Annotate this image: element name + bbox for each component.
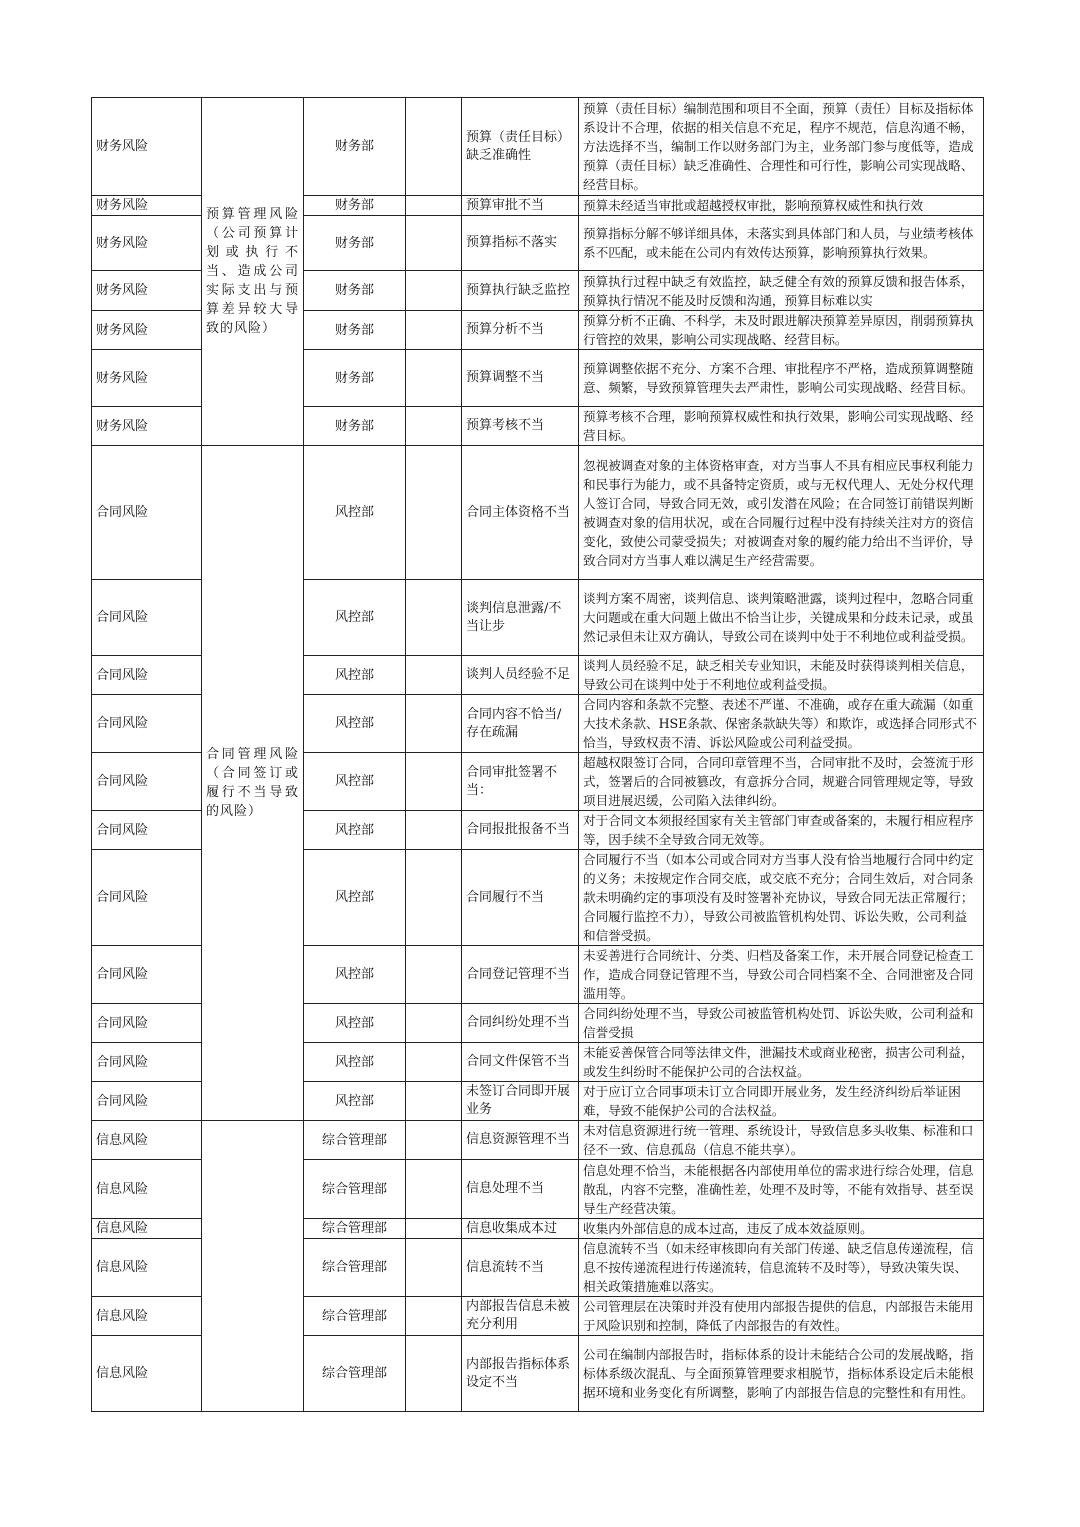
blank-cell: [406, 811, 462, 850]
risk-name-cell: 信息收集成本过: [462, 1219, 579, 1239]
risk-name-cell: 信息流转不当: [462, 1239, 579, 1297]
blank-cell: [406, 216, 462, 271]
risk-category-cell: 合同风险: [92, 753, 202, 811]
risk-name-cell: 合同履行不当: [462, 850, 579, 946]
risk-name-cell: 内部报告指标体系设定不当: [462, 1336, 579, 1412]
risk-name-cell: 合同报批报备不当: [462, 811, 579, 850]
blank-cell: [406, 311, 462, 350]
risk-name-cell: 预算考核不当: [462, 407, 579, 446]
risk-name-cell: 合同审批签署不当：: [462, 753, 579, 811]
risk-description-cell: 预算分析不正确、不科学，未及时跟进解决预算差异原因，削弱预算执行管控的效果，影响公司实现战略、经营目标。: [579, 311, 984, 350]
risk-description-cell: 谈判人员经验不足，缺乏相关专业知识，未能及时获得谈判相关信息，导致公司在谈判中处于不利地位或利益受损。: [579, 656, 984, 695]
risk-description-cell: 未能妥善保管合同等法律文件，泄漏技术或商业秘密，损害公司利益，或发生纠纷时不能保护公司的合法权益。: [579, 1043, 984, 1082]
risk-description-cell: 预算执行过程中缺乏有效监控，缺乏健全有效的预算反馈和报告体系，预算执行情况不能及时反馈和沟通，预算目标难以实: [579, 271, 984, 311]
risk-description-cell: 忽视被调查对象的主体资格审查，对方当事人不具有相应民事权利能力和民事行为能力，或不具备特定资质，或与无权代理人、无处分权代理人签订合同，导致合同无效，或引发潜在风险；在合同签订前错误判断被调查对象的信用状况，或在合同履行过程中没有持续关注对方的资信变化，致使公司蒙受损失；对被调查对象的履约能力给出不当评价，导致合同对方当事人难以满足生产经营需要。: [579, 446, 984, 580]
risk-name-cell: 预算（责任目标）缺乏准确性: [462, 98, 579, 196]
risk-description-cell: 谈判方案不周密，谈判信息、谈判策略泄露，谈判过程中，忽略合同重大问题或在重大问题上做出不恰当让步，关键成果和分歧未记录，或虽然记录但未让双方确认，导致公司在谈判中处于不利地位或利益受损。: [579, 580, 984, 656]
department-cell: 综合管理部: [304, 1297, 406, 1336]
blank-cell: [406, 1219, 462, 1239]
blank-cell: [406, 1239, 462, 1297]
risk-group-cell: 合同管理风险（合同签订或履行不当导致的风险）: [202, 446, 304, 1121]
department-cell: 财务部: [304, 196, 406, 216]
blank-cell: [406, 946, 462, 1004]
department-cell: 风控部: [304, 446, 406, 580]
blank-cell: [406, 446, 462, 580]
risk-category-cell: 合同风险: [92, 1043, 202, 1082]
blank-cell: [406, 850, 462, 946]
department-cell: 综合管理部: [304, 1160, 406, 1219]
risk-description-cell: 公司管理层在决策时并没有使用内部报告提供的信息，内部报告未能用于风险识别和控制，降低了内部报告的有效性。: [579, 1297, 984, 1336]
blank-cell: [406, 1121, 462, 1160]
department-cell: 风控部: [304, 850, 406, 946]
risk-category-cell: 信息风险: [92, 1160, 202, 1219]
risk-description-cell: 预算指标分解不够详细具体，未落实到具体部门和人员，与业绩考核体系不匹配，或未能在公司内有效传达预算，影响预算执行效果。: [579, 216, 984, 271]
risk-category-cell: 信息风险: [92, 1239, 202, 1297]
risk-category-cell: 信息风险: [92, 1297, 202, 1336]
blank-cell: [406, 98, 462, 196]
risk-name-cell: 内部报告信息未被充分利用: [462, 1297, 579, 1336]
risk-name-cell: 预算执行缺乏监控: [462, 271, 579, 311]
risk-table: [91, 97, 984, 1412]
risk-category-cell: 财务风险: [92, 216, 202, 271]
blank-cell: [406, 196, 462, 216]
department-cell: 财务部: [304, 271, 406, 311]
risk-category-cell: 合同风险: [92, 656, 202, 695]
department-cell: 风控部: [304, 1004, 406, 1043]
department-cell: 财务部: [304, 98, 406, 196]
department-cell: 风控部: [304, 946, 406, 1004]
department-cell: 风控部: [304, 580, 406, 656]
risk-name-cell: 谈判信息泄露/不当让步: [462, 580, 579, 656]
risk-name-cell: 预算审批不当: [462, 196, 579, 216]
blank-cell: [406, 656, 462, 695]
blank-cell: [406, 695, 462, 753]
risk-group-cell: 预算管理风险（公司预算计划或执行不当、造成公司实际支出与预算差异较大导致的风险）: [202, 98, 304, 446]
risk-name-cell: 预算调整不当: [462, 350, 579, 407]
risk-category-cell: 合同风险: [92, 580, 202, 656]
risk-description-cell: 信息流转不当（如未经审核即向有关部门传递、缺乏信息传递流程，信息不按传递流程进行传递流转，信息流转不及时等），导致决策失误、相关政策措施难以落实。: [579, 1239, 984, 1297]
risk-category-cell: 合同风险: [92, 1004, 202, 1043]
risk-name-cell: 预算指标不落实: [462, 216, 579, 271]
risk-table-page: [91, 97, 983, 1412]
department-cell: 财务部: [304, 350, 406, 407]
risk-name-cell: 未签订合同即开展业务: [462, 1082, 579, 1121]
blank-cell: [406, 580, 462, 656]
risk-description-cell: 预算（责任目标）编制范围和项目不全面，预算（责任）目标及指标体系设计不合理，依据的相关信息不充足，程序不规范，信息沟通不畅，方法选择不当，编制工作以财务部门为主，业务部门参与度低等，造成预算（责任目标）缺乏准确性、合理性和可行性，影响公司实现战略、经营目标。: [579, 98, 984, 196]
risk-category-cell: 财务风险: [92, 311, 202, 350]
table-row: [92, 98, 984, 196]
department-cell: 风控部: [304, 656, 406, 695]
risk-name-cell: 合同登记管理不当: [462, 946, 579, 1004]
department-cell: 风控部: [304, 811, 406, 850]
risk-description-cell: 预算调整依据不充分、方案不合理、审批程序不严格，造成预算调整随意、频繁，导致预算管理失去严肃性，影响公司实现战略、经营目标。: [579, 350, 984, 407]
risk-description-cell: 公司在编制内部报告时，指标体系的设计未能结合公司的发展战略，指标体系级次混乱、与全面预算管理要求相脱节，指标体系设定后未能根据环境和业务变化有所调整，影响了内部报告信息的完整性和有用性。: [579, 1336, 984, 1412]
risk-description-cell: 合同内容和条款不完整、表述不严谨、不准确，或存在重大疏漏（如重大技术条款、HSE条款、保密条款缺失等）和欺诈，或选择合同形式不恰当，导致权责不清、诉讼风险或公司利益受损。: [579, 695, 984, 753]
risk-category-cell: 合同风险: [92, 850, 202, 946]
department-cell: 综合管理部: [304, 1219, 406, 1239]
risk-description-cell: 未妥善进行合同统计、分类、归档及备案工作，未开展合同登记检查工作，造成合同登记管理不当，导致公司合同档案不全、合同泄密及合同滥用等。: [579, 946, 984, 1004]
risk-category-cell: 财务风险: [92, 271, 202, 311]
blank-cell: [406, 350, 462, 407]
blank-cell: [406, 1043, 462, 1082]
risk-description-cell: 超越权限签订合同，合同印章管理不当，合同审批不及时，会签流于形式，签署后的合同被篡改，有意拆分合同，规避合同管理规定等，导致项目进展迟缓，公司陷入法律纠纷。: [579, 753, 984, 811]
risk-category-cell: 财务风险: [92, 196, 202, 216]
risk-category-cell: 合同风险: [92, 446, 202, 580]
risk-description-cell: 对于合同文本须报经国家有关主管部门审查或备案的，未履行相应程序等，因手续不全导致合同无效等。: [579, 811, 984, 850]
department-cell: 财务部: [304, 216, 406, 271]
blank-cell: [406, 753, 462, 811]
risk-name-cell: 合同文件保管不当: [462, 1043, 579, 1082]
department-cell: 风控部: [304, 753, 406, 811]
blank-cell: [406, 1160, 462, 1219]
risk-description-cell: 预算考核不合理，影响预算权威性和执行效果，影响公司实现战略、经营目标。: [579, 407, 984, 446]
risk-category-cell: 合同风险: [92, 946, 202, 1004]
risk-group-cell: [202, 1121, 304, 1412]
department-cell: 风控部: [304, 1082, 406, 1121]
blank-cell: [406, 1297, 462, 1336]
risk-name-cell: 合同纠纷处理不当: [462, 1004, 579, 1043]
risk-description-cell: 收集内外部信息的成本过高，违反了成本效益原则。: [579, 1219, 984, 1239]
department-cell: 财务部: [304, 407, 406, 446]
risk-name-cell: 谈判人员经验不足: [462, 656, 579, 695]
blank-cell: [406, 271, 462, 311]
risk-category-cell: 信息风险: [92, 1336, 202, 1412]
risk-name-cell: 预算分析不当: [462, 311, 579, 350]
blank-cell: [406, 407, 462, 446]
table-row: [92, 446, 984, 580]
risk-name-cell: 信息处理不当: [462, 1160, 579, 1219]
department-cell: 综合管理部: [304, 1121, 406, 1160]
table-row: [92, 1121, 984, 1160]
risk-category-cell: 信息风险: [92, 1219, 202, 1239]
risk-description-cell: 对于应订立合同事项未订立合同即开展业务，发生经济纠纷后举证困难，导致不能保护公司的合法权益。: [579, 1082, 984, 1121]
risk-name-cell: 信息资源管理不当: [462, 1121, 579, 1160]
department-cell: 综合管理部: [304, 1239, 406, 1297]
risk-category-cell: 财务风险: [92, 350, 202, 407]
department-cell: 风控部: [304, 695, 406, 753]
blank-cell: [406, 1336, 462, 1412]
risk-category-cell: 合同风险: [92, 811, 202, 850]
blank-cell: [406, 1082, 462, 1121]
risk-category-cell: 财务风险: [92, 407, 202, 446]
risk-category-cell: 合同风险: [92, 695, 202, 753]
blank-cell: [406, 1004, 462, 1043]
risk-category-cell: 合同风险: [92, 1082, 202, 1121]
risk-name-cell: 合同内容不恰当/存在疏漏: [462, 695, 579, 753]
department-cell: 财务部: [304, 311, 406, 350]
risk-description-cell: 未对信息资源进行统一管理、系统设计，导致信息多头收集、标准和口径不一致、信息孤岛（信息不能共享）。: [579, 1121, 984, 1160]
risk-name-cell: 合同主体资格不当: [462, 446, 579, 580]
department-cell: 综合管理部: [304, 1336, 406, 1412]
risk-description-cell: 合同纠纷处理不当，导致公司被监管机构处罚、诉讼失败，公司利益和信誉受损: [579, 1004, 984, 1043]
risk-category-cell: 财务风险: [92, 98, 202, 196]
risk-description-cell: 合同履行不当（如本公司或合同对方当事人没有恰当地履行合同中约定的义务；未按规定作合同交底，或交底不充分；合同生效后，对合同条款未明确约定的事项没有及时签署补充协议，导致合同无法正常履行；合同履行监控不力），导致公司被监管机构处罚、诉讼失败，公司利益和信誉受损。: [579, 850, 984, 946]
risk-description-cell: 预算未经适当审批或超越授权审批，影响预算权威性和执行效: [579, 196, 984, 216]
risk-description-cell: 信息处理不恰当，未能根据各内部使用单位的需求进行综合处理，信息散乱，内容不完整，准确性差，处理不及时等，不能有效指导、甚至误导生产经营决策。: [579, 1160, 984, 1219]
risk-category-cell: 信息风险: [92, 1121, 202, 1160]
department-cell: 风控部: [304, 1043, 406, 1082]
